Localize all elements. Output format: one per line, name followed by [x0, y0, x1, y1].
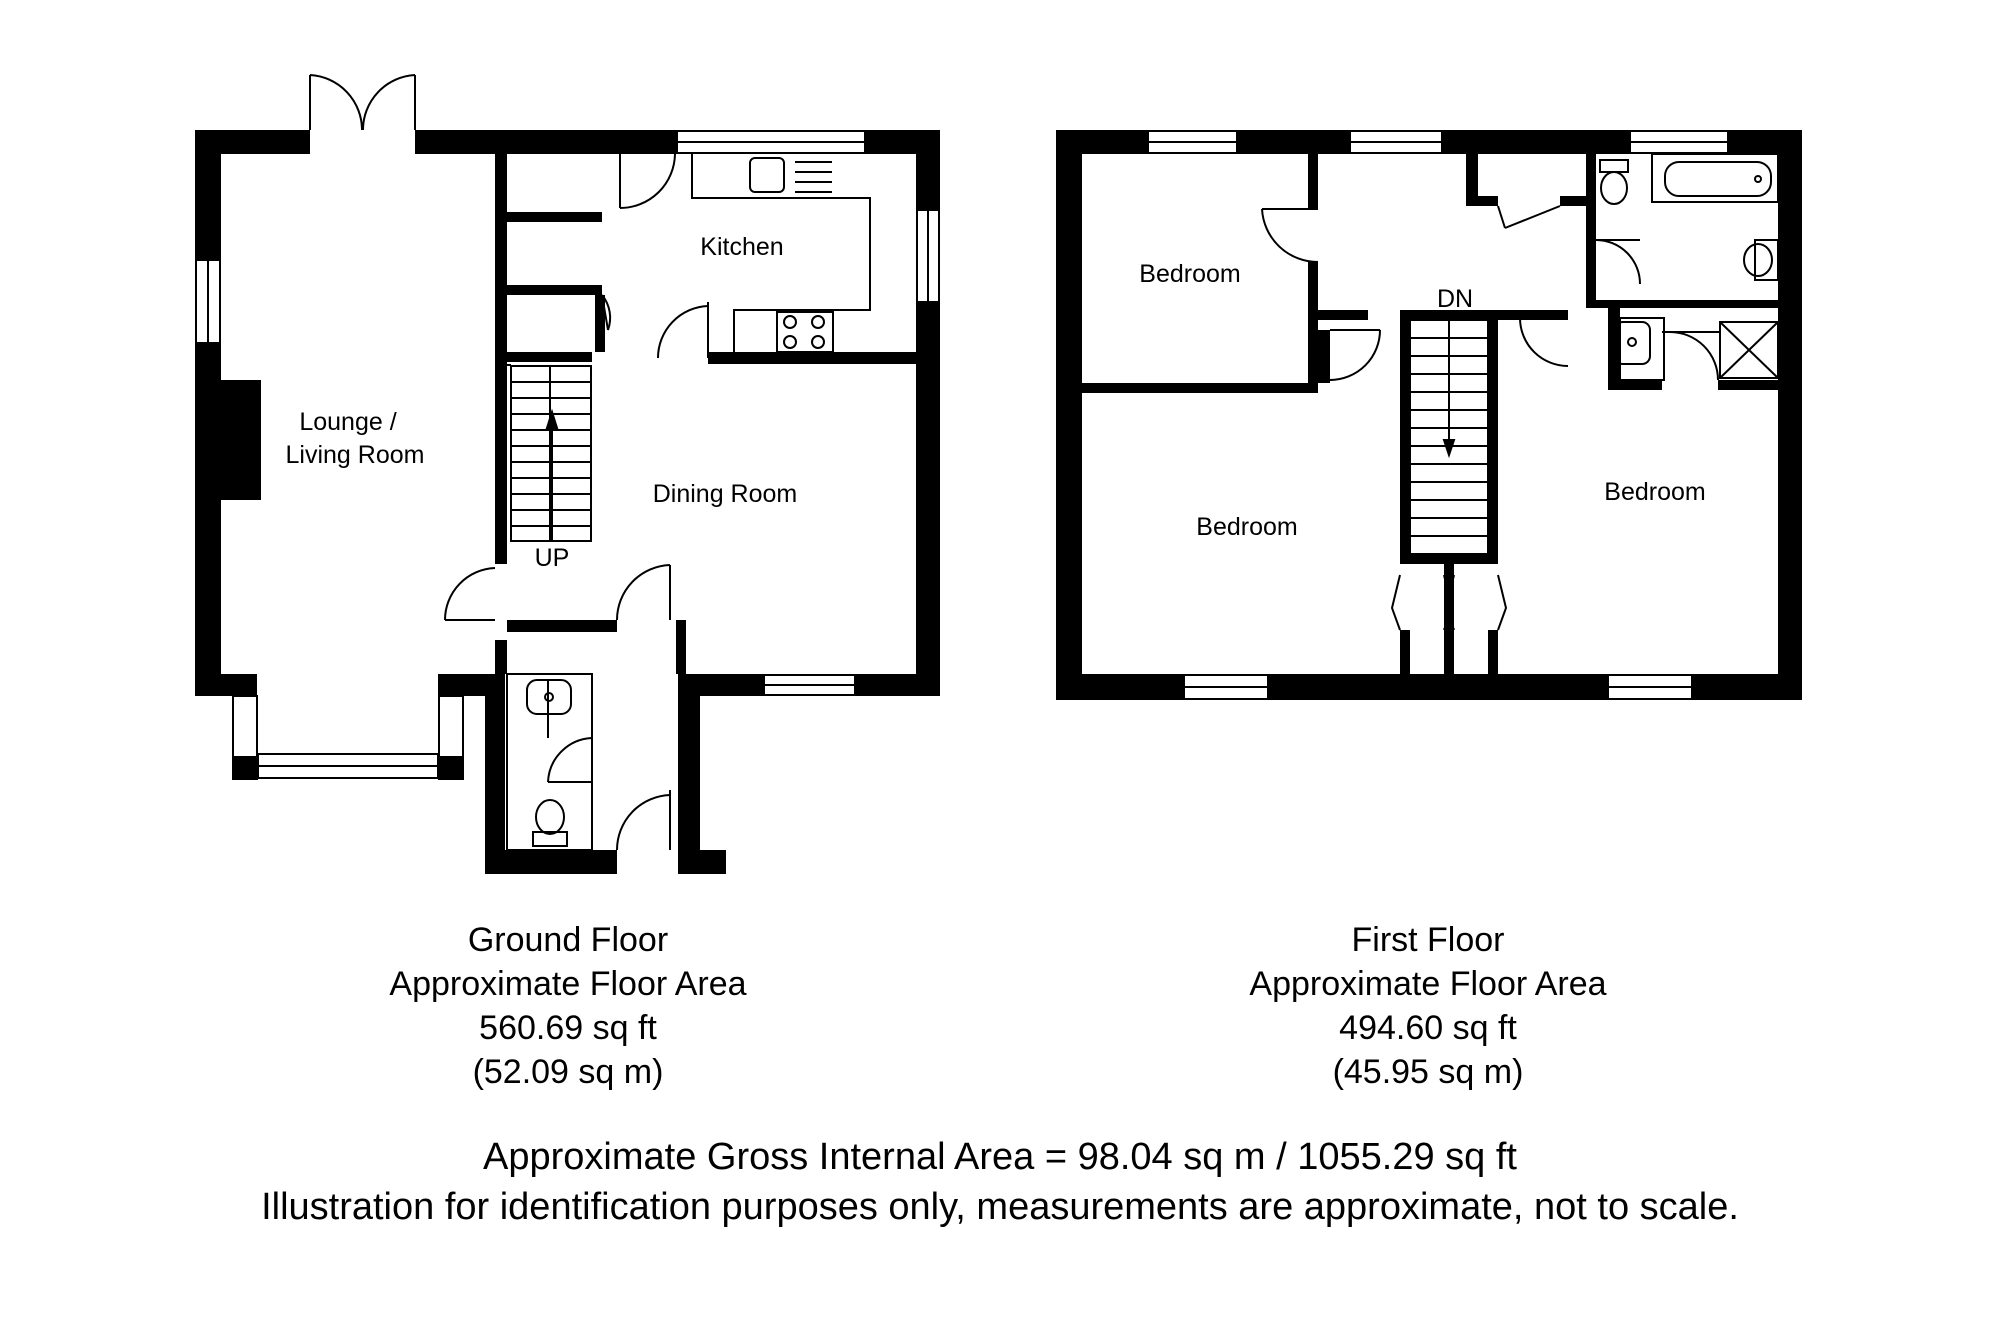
- bedroom-1-label: Bedroom: [1139, 260, 1241, 288]
- dining-room-label: Dining Room: [652, 480, 798, 508]
- ground-floor-area-label: Approximate Floor Area: [389, 965, 747, 1003]
- lounge-label-line1: Lounge /: [299, 408, 397, 436]
- first-floor-caption: [1078, 918, 1778, 1094]
- gross-area-note: Approximate Gross Internal Area = 98.04 sq m / 1055.29 sq ft: [483, 1136, 1517, 1178]
- first-floor-title: First Floor: [1351, 921, 1505, 959]
- bedroom-3-label: Bedroom: [1604, 478, 1706, 506]
- first-floor-interior-walls: [1082, 154, 1778, 678]
- first-floor-windows: [1148, 131, 1728, 699]
- french-doors: [310, 75, 415, 130]
- footer-notes: [0, 1132, 2000, 1232]
- ground-floor-room-labels: [286, 233, 798, 572]
- first-floor-walls: [1056, 130, 1802, 700]
- ground-floor-caption: [218, 918, 918, 1094]
- first-floor-plan: [1056, 130, 1802, 700]
- disclaimer-note: Illustration for identification purposes only, measurements are approximate, not to scale.: [261, 1186, 1739, 1228]
- ground-floor-stairs: [511, 366, 591, 541]
- bedroom-2-label: Bedroom: [1196, 513, 1298, 541]
- ground-floor-title: Ground Floor: [467, 921, 669, 959]
- bathroom-fixtures: [1600, 154, 1778, 380]
- ground-floor-area-sqm: (52.09 sq m): [472, 1053, 664, 1091]
- first-floor-area-label: Approximate Floor Area: [1249, 965, 1607, 1003]
- stairs-up-label: UP: [534, 544, 570, 572]
- first-floor-stairs: [1410, 320, 1488, 554]
- first-floor-area-sqft: 494.60 sq ft: [1339, 1009, 1517, 1047]
- stairs-down-label: DN: [1436, 285, 1474, 313]
- kitchen-label: Kitchen: [700, 233, 784, 261]
- first-floor-area-sqm: (45.95 sq m): [1332, 1053, 1524, 1091]
- lounge-label-line2: Living Room: [285, 441, 425, 469]
- ground-floor-plan: [195, 75, 940, 874]
- wc-fixtures: [507, 674, 592, 850]
- ground-floor-area-sqft: 560.69 sq ft: [479, 1009, 657, 1047]
